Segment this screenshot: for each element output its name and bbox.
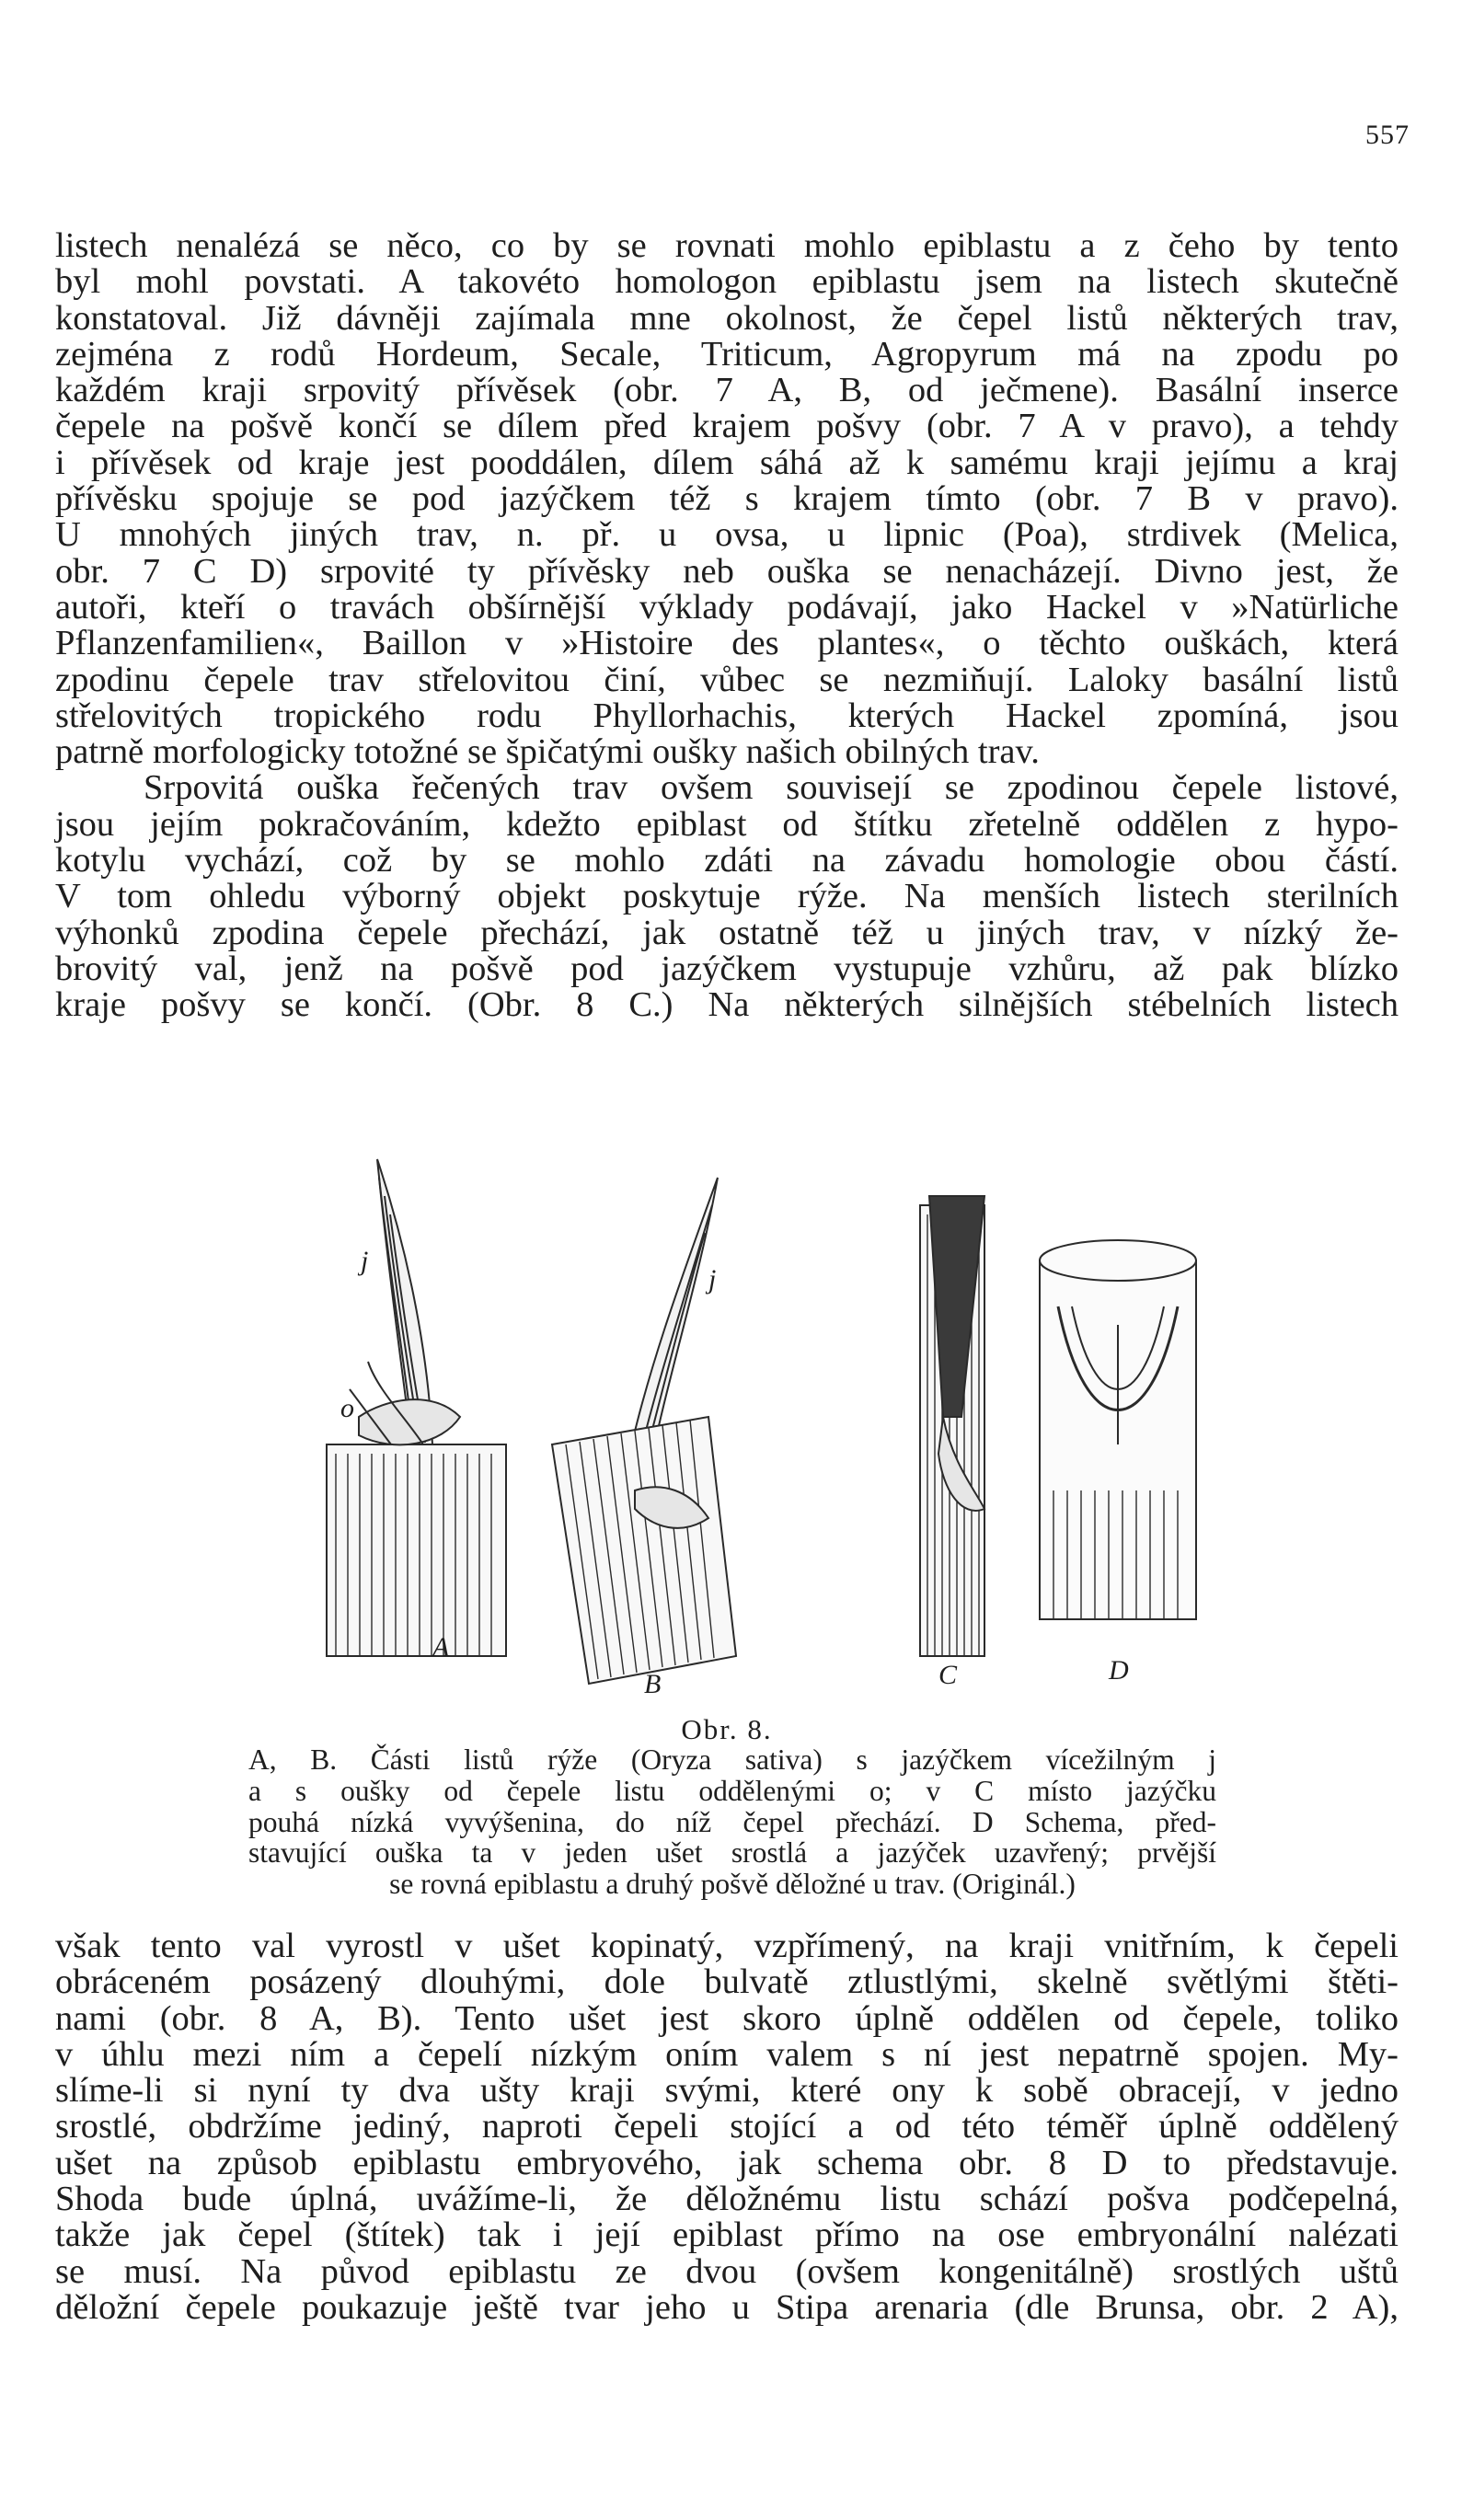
text-line: zpodinu čepele trav střelovitou činí, vůbec se nezmiňují. Laloky basální listů bbox=[55, 660, 1399, 699]
label-j-a: j bbox=[361, 1246, 369, 1276]
text-line: Pflanzenfamilien«, Baillon v »Histoire des plantes«, o těchto ouškách, která bbox=[55, 624, 1399, 663]
body-text-bottom bbox=[55, 1928, 1399, 2326]
label-a: A bbox=[432, 1632, 450, 1663]
text-line: Srpovitá ouška řečených trav ovšem souvisejí se zpodinou čepele listové, bbox=[144, 768, 1399, 808]
figure-title: Obr. 8. bbox=[681, 1713, 773, 1745]
text-line: zejména z rodů Hordeum, Secale, Triticum, Agropyrum má na zpodu po bbox=[55, 334, 1399, 374]
text-line: takže jak čepel (štítek) tak i její epiblast přímo na ose embryonální nalézati bbox=[55, 2215, 1399, 2255]
caption-line: A, B. Části listů rýže (Oryza sativa) s jazýčkem vícežilným j bbox=[248, 1743, 1216, 1776]
figure-caption bbox=[248, 1744, 1216, 1900]
drawing-c bbox=[920, 1196, 984, 1656]
text-line: však tento val vyrostl v ušet kopinatý, vzpřímený, na kraji vnitřním, k čepeli bbox=[55, 1927, 1399, 1965]
text-line: každém kraji srpovitý přívěsek (obr. 7 A, B, od ječmene). Basální inserce bbox=[55, 371, 1399, 410]
text-line: slíme-li si nyní ty dva ušty kraji svými, které ony k sobě obracejí, v jedno bbox=[55, 2071, 1399, 2111]
text-line: výhonků zpodina čepele přechází, jak ostatně též u jiných trav, v nízký že- bbox=[55, 913, 1399, 952]
caption-line: se rovná epiblastu a druhý pošvě děložné u trav. (Originál.) bbox=[389, 1868, 1076, 1901]
text-line: čepele na pošvě končí se dílem před krajem pošvy (obr. 7 A v pravo), a tehdy bbox=[55, 407, 1399, 446]
text-line: autoři, kteří o travách obšírnější výklady podávají, jako Hackel v »Natürliche bbox=[55, 587, 1399, 627]
text-line: byl mohl povstati. A takovéto homologon epiblastu jsem na listech skutečně bbox=[55, 262, 1399, 302]
text-line: kotylu vychází, což by se mohlo zdáti na závadu homologie obou částí. bbox=[55, 841, 1399, 880]
text-line: přívěsku spojuje se pod jazýčkem též s krajem tímto (obr. 7 B v pravo). bbox=[55, 479, 1399, 519]
caption-line: stavující ouška ta v jeden ušet srostlá a jazýček uzavřený; prvější bbox=[248, 1836, 1216, 1870]
label-o-a: o bbox=[340, 1393, 354, 1423]
figure-8-illustration bbox=[276, 1141, 1435, 1711]
botanical-drawing bbox=[276, 1141, 1435, 1711]
text-line: Shoda bude úplná, uvážíme-li, že děložnému listu schází pošva podčepelná, bbox=[55, 2180, 1399, 2219]
text-line: jsou jejím pokračováním, kdežto epiblast od štítku zřetelně oddělen z hypo- bbox=[55, 804, 1399, 844]
text-line: konstatoval. Již dávněji zajímala mne okolnost, že čepel listů některých trav, bbox=[55, 298, 1399, 338]
label-j-b: j bbox=[708, 1264, 717, 1295]
text-line: V tom ohledu výborný objekt poskytuje rýže. Na menších listech sterilních bbox=[55, 877, 1399, 916]
label-d: D bbox=[1109, 1655, 1129, 1686]
caption-line: pouhá nízká vyvýšenina, do níž čepel přechází. D Schema, před- bbox=[248, 1805, 1216, 1838]
drawing-b bbox=[552, 1178, 736, 1684]
text-line: nami (obr. 8 A, B). Tento ušet jest skoro úplně oddělen od čepele, toliko bbox=[55, 1998, 1399, 2038]
body-text-top bbox=[55, 228, 1399, 1024]
text-line: v úhlu mezi ním a čepelí nízkým oním valem s ní jest nepatrně spojen. My- bbox=[55, 2034, 1399, 2074]
page-number: 557 bbox=[1365, 120, 1410, 150]
text-line: patrně morfologicky totožné se špičatými oušky našich obilných trav. bbox=[55, 732, 1040, 772]
text-line: U mnohých jiných trav, n. př. u ovsa, u lipnic (Poa), strdivek (Melica, bbox=[55, 515, 1399, 555]
text-line: střelovitých tropického rodu Phyllorhachis, kterých Hackel zpomíná, jsou bbox=[55, 696, 1399, 735]
text-line: listech nenalézá se něco, co by se rovnati mohlo epiblastu a z čeho by tento bbox=[55, 226, 1399, 265]
text-line: i přívěsek od kraje jest pooddálen, dílem sáhá až k samému kraji jejímu a kraj bbox=[55, 443, 1399, 482]
caption-line: a s oušky od čepele listu oddělenými o; v C místo jazýčku bbox=[248, 1774, 1216, 1807]
label-b: B bbox=[644, 1669, 662, 1699]
text-line: kraje pošvy se končí. (Obr. 8 C.) Na některých silnějších stébelních listech bbox=[55, 985, 1399, 1025]
text-line: srostlé, obdržíme jediný, naproti čepeli stojící a od této téměř úplně oddělený bbox=[55, 2107, 1399, 2146]
text-line: obráceném posázený dlouhými, dole bulvatě ztlustlými, skelně světlými štěti- bbox=[55, 1962, 1399, 2002]
text-line: brovitý val, jenž na pošvě pod jazýčkem vystupuje vzhůru, až pak blízko bbox=[55, 949, 1399, 988]
label-c: C bbox=[938, 1660, 958, 1690]
text-line: obr. 7 C D) srpovité ty přívěsky neb ouška se nenacházejí. Divno jest, že bbox=[55, 551, 1399, 591]
text-line: děložní čepele poukazuje ještě tvar jeho u Stipa arenaria (dle Brunsa, obr. 2 A), bbox=[55, 2287, 1399, 2327]
drawing-d bbox=[1040, 1240, 1196, 1619]
text-line: se musí. Na původ epiblastu ze dvou (ovšem kongenitálně) srostlých uštů bbox=[55, 2251, 1399, 2291]
text-line: ušet na způsob epiblastu embryového, jak schema obr. 8 D to představuje. bbox=[55, 2143, 1399, 2182]
